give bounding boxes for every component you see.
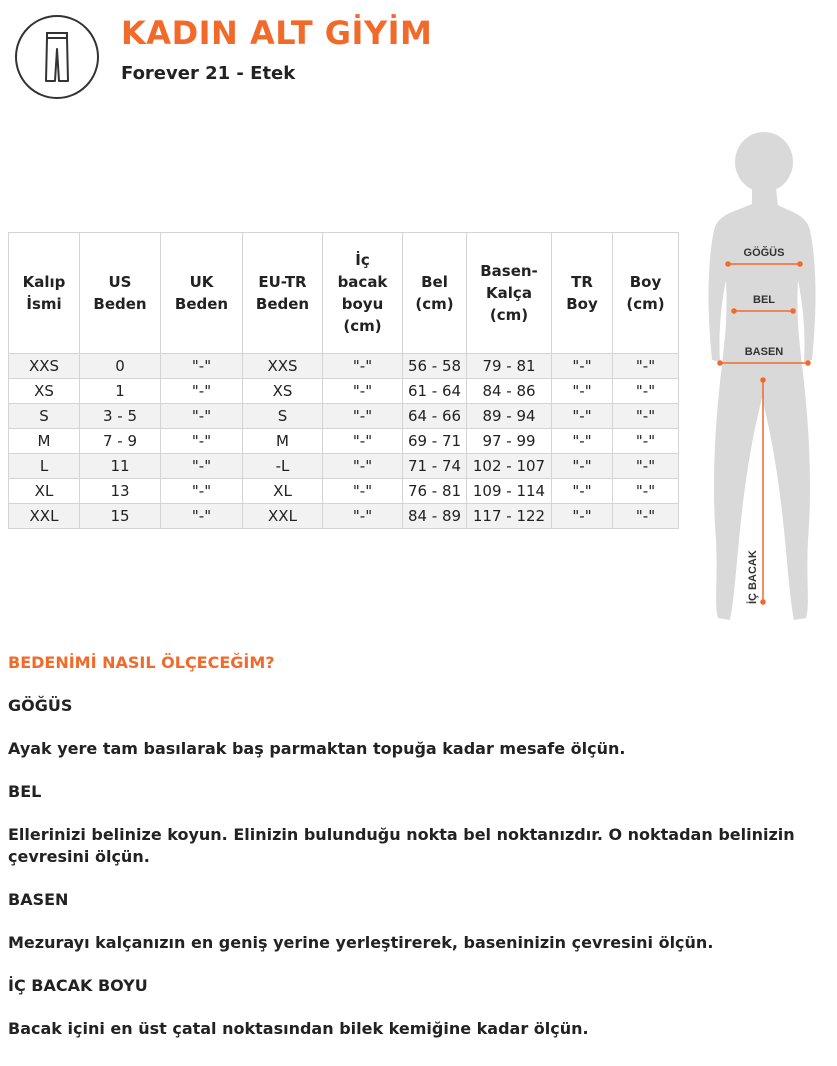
table-row xyxy=(9,379,679,404)
table-cell: "-" xyxy=(323,504,403,529)
chest-title: GÖĞÜS xyxy=(8,696,73,715)
column-header-line: (cm) xyxy=(343,317,382,335)
table-cell: M xyxy=(243,429,323,454)
hip-title: BASEN xyxy=(8,890,69,909)
table-cell: XXL xyxy=(243,504,323,529)
table-cell: "-" xyxy=(613,479,679,504)
body-measurement-figure xyxy=(696,130,836,625)
table-cell: 89 - 94 xyxy=(467,404,552,429)
column-header-line: (cm) xyxy=(626,295,665,313)
waist-label: BEL xyxy=(753,294,775,306)
table-cell: 13 xyxy=(80,479,161,504)
table-cell: XL xyxy=(243,479,323,504)
column-header-line: bacak xyxy=(337,273,388,291)
table-cell: "-" xyxy=(613,379,679,404)
table-cell: "-" xyxy=(613,429,679,454)
table-cell: 11 xyxy=(80,454,161,479)
table-cell: 97 - 99 xyxy=(467,429,552,454)
column-header-line: (cm) xyxy=(415,295,454,313)
column-header-line: Beden xyxy=(255,295,310,313)
table-cell: 102 - 107 xyxy=(467,454,552,479)
table-cell: 109 - 114 xyxy=(467,479,552,504)
pants-icon xyxy=(37,27,77,87)
chest-text: Ayak yere tam basılarak baş parmaktan topuğa kadar mesafe ölçün. xyxy=(8,739,626,758)
table-cell: 15 xyxy=(80,504,161,529)
table-row xyxy=(9,479,679,504)
table-cell: "-" xyxy=(552,504,613,529)
column-header xyxy=(9,233,80,354)
column-header xyxy=(243,233,323,354)
table-cell: "-" xyxy=(161,504,243,529)
column-header-line: Beden xyxy=(174,295,229,313)
table-cell: "-" xyxy=(613,504,679,529)
table-row xyxy=(9,504,679,529)
table-cell: -L xyxy=(243,454,323,479)
table-cell: "-" xyxy=(323,379,403,404)
column-header-line: Basen- xyxy=(480,262,538,280)
table-row xyxy=(9,404,679,429)
column-header-line: Beden xyxy=(93,295,147,313)
category-logo xyxy=(15,15,99,99)
column-header-line: Boy xyxy=(629,273,662,291)
table-cell: "-" xyxy=(161,429,243,454)
table-cell: "-" xyxy=(161,379,243,404)
guide-heading: BEDENİMİ NASIL ÖLÇECEĞİM? xyxy=(8,653,275,672)
column-header-line: İç xyxy=(355,251,370,269)
table-cell: 56 - 58 xyxy=(403,354,467,379)
table-cell: "-" xyxy=(552,354,613,379)
table-cell: "-" xyxy=(552,429,613,454)
table-cell: 64 - 66 xyxy=(403,404,467,429)
hip-label: BASEN xyxy=(744,346,784,358)
table-cell: 3 - 5 xyxy=(80,404,161,429)
table-cell: XXS xyxy=(243,354,323,379)
table-cell: "-" xyxy=(323,454,403,479)
table-cell: S xyxy=(9,404,80,429)
column-header xyxy=(613,233,679,354)
table-cell: "-" xyxy=(323,429,403,454)
hip-text: Mezurayı kalçanızın en geniş yerine yerleştirerek, baseninizin çevresini ölçün. xyxy=(8,933,714,952)
column-header-line: US xyxy=(108,273,132,291)
table-cell: XXS xyxy=(9,354,80,379)
table-cell: 84 - 86 xyxy=(467,379,552,404)
table-cell: "-" xyxy=(161,354,243,379)
column-header-line: İsmi xyxy=(26,295,62,313)
table-cell: XS xyxy=(243,379,323,404)
table-cell: XXL xyxy=(9,504,80,529)
table-cell: "-" xyxy=(552,379,613,404)
table-cell: "-" xyxy=(161,479,243,504)
header-row xyxy=(9,233,679,354)
table-cell: "-" xyxy=(323,404,403,429)
inseam-label: İÇ BACAK xyxy=(747,550,759,604)
waist-title: BEL xyxy=(8,782,42,801)
inseam-text: Bacak içini en üst çatal noktasından bilek kemiğine kadar ölçün. xyxy=(8,1019,589,1038)
table-cell: S xyxy=(243,404,323,429)
size-table xyxy=(8,232,679,529)
table-cell: 84 - 89 xyxy=(403,504,467,529)
column-header xyxy=(403,233,467,354)
column-header-line: (cm) xyxy=(489,306,529,324)
column-header-line: Kalça xyxy=(486,284,532,302)
inseam-title: İÇ BACAK BOYU xyxy=(8,976,148,995)
column-header-line: UK xyxy=(189,273,214,291)
table-cell: "-" xyxy=(613,454,679,479)
column-header-line: Boy xyxy=(566,295,598,313)
table-cell: 61 - 64 xyxy=(403,379,467,404)
table-cell: "-" xyxy=(552,404,613,429)
measurement-guide xyxy=(8,652,823,1061)
table-cell: "-" xyxy=(613,354,679,379)
table-cell: 69 - 71 xyxy=(403,429,467,454)
page-title: KADIN ALT GİYİM xyxy=(121,14,433,52)
table-cell: "-" xyxy=(323,479,403,504)
column-header xyxy=(161,233,243,354)
waist-text: Ellerinizi belinize koyun. Elinizin bulunduğu nokta bel noktanızdır. O noktadan belinizin çevresini ölçün. xyxy=(8,825,795,866)
column-header-line: Kalıp xyxy=(22,273,66,291)
table-cell: M xyxy=(9,429,80,454)
table-cell: 71 - 74 xyxy=(403,454,467,479)
column-header-line: boyu xyxy=(341,295,384,313)
column-header xyxy=(552,233,613,354)
column-header-line: TR xyxy=(571,273,593,291)
table-row xyxy=(9,454,679,479)
table-cell: "-" xyxy=(323,354,403,379)
column-header-line: Bel xyxy=(421,273,448,291)
table-cell: L xyxy=(9,454,80,479)
column-header xyxy=(467,233,552,354)
table-row xyxy=(9,429,679,454)
column-header xyxy=(80,233,161,354)
table-cell: "-" xyxy=(613,404,679,429)
table-cell: XL xyxy=(9,479,80,504)
size-table-header xyxy=(9,233,679,354)
table-cell: 76 - 81 xyxy=(403,479,467,504)
column-header-line: EU-TR xyxy=(258,273,307,291)
table-cell: "-" xyxy=(552,454,613,479)
table-cell: "-" xyxy=(161,404,243,429)
table-cell: "-" xyxy=(552,479,613,504)
table-cell: 0 xyxy=(80,354,161,379)
table-cell: 79 - 81 xyxy=(467,354,552,379)
column-header xyxy=(323,233,403,354)
table-row xyxy=(9,354,679,379)
table-cell: 117 - 122 xyxy=(467,504,552,529)
table-cell: 1 xyxy=(80,379,161,404)
page-subtitle: Forever 21 - Etek xyxy=(121,63,296,84)
table-cell: XS xyxy=(9,379,80,404)
table-cell: 7 - 9 xyxy=(80,429,161,454)
body-silhouette xyxy=(709,132,816,620)
size-table-body xyxy=(9,354,679,529)
chest-label: GÖĞÜS xyxy=(743,247,785,259)
table-cell: "-" xyxy=(161,454,243,479)
